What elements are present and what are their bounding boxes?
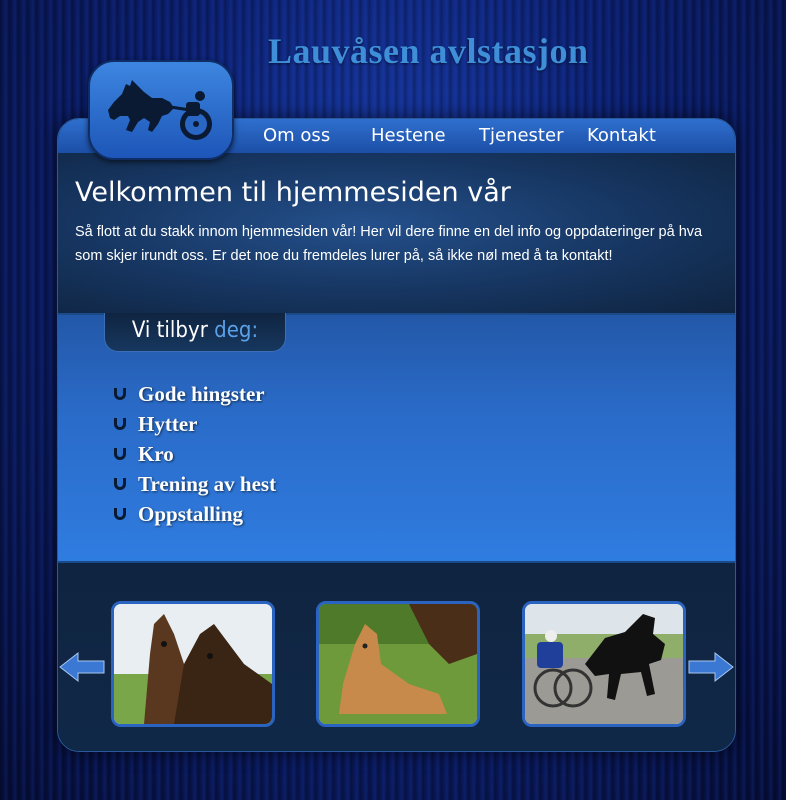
offer-heading-part2: deg: [214,318,259,343]
list-item [114,499,276,529]
offer-heading-part1: Vi tilbyr [131,318,208,343]
horseshoe-icon [114,448,126,460]
list-item [114,469,276,499]
list-item [114,409,276,439]
main-panel [57,118,736,752]
list-item [114,379,276,409]
site-title: Lauvåsen avlstasjon [268,31,589,71]
welcome-section [58,153,735,315]
gallery [58,563,735,751]
nav-tjenester[interactable]: Tjenester [479,125,564,146]
gallery-photo-harness-race[interactable] [522,601,686,727]
nav-om-oss[interactable]: Om oss [263,125,331,146]
list-item [114,439,276,469]
horseshoe-icon [114,478,126,490]
gallery-photo-foal[interactable] [316,601,480,727]
offer-section [58,315,735,563]
arrow-right-icon[interactable] [687,651,735,683]
gallery-photo-horses[interactable] [111,601,275,727]
offer-heading [104,313,286,352]
offer-item-label: Trening av hest [138,472,277,496]
horseshoe-icon [114,388,126,400]
offer-item-label: Kro [138,442,174,466]
nav-kontakt[interactable]: Kontakt [587,125,656,146]
horseshoe-icon [114,418,126,430]
offer-item-label: Gode hingster [138,382,265,406]
harness-racing-logo-icon [104,72,216,148]
logo[interactable] [88,60,234,160]
offer-item-label: Hytter [138,412,198,436]
offer-list [114,379,276,529]
welcome-text: Så flott at du stakk innom hjemmesiden vår! Her vil dere finne en del info og oppdateringer på hva som skjer irundt oss. Er det noe du fremdeles lurer på, så ikke nøl med å ta kontakt! [75,224,703,264]
nav-hestene[interactable]: Hestene [371,125,446,146]
welcome-title: Velkommen til hjemmesiden vår [75,177,511,208]
arrow-left-icon[interactable] [58,651,106,683]
offer-item-label: Oppstalling [138,502,244,526]
horseshoe-icon [114,508,126,520]
